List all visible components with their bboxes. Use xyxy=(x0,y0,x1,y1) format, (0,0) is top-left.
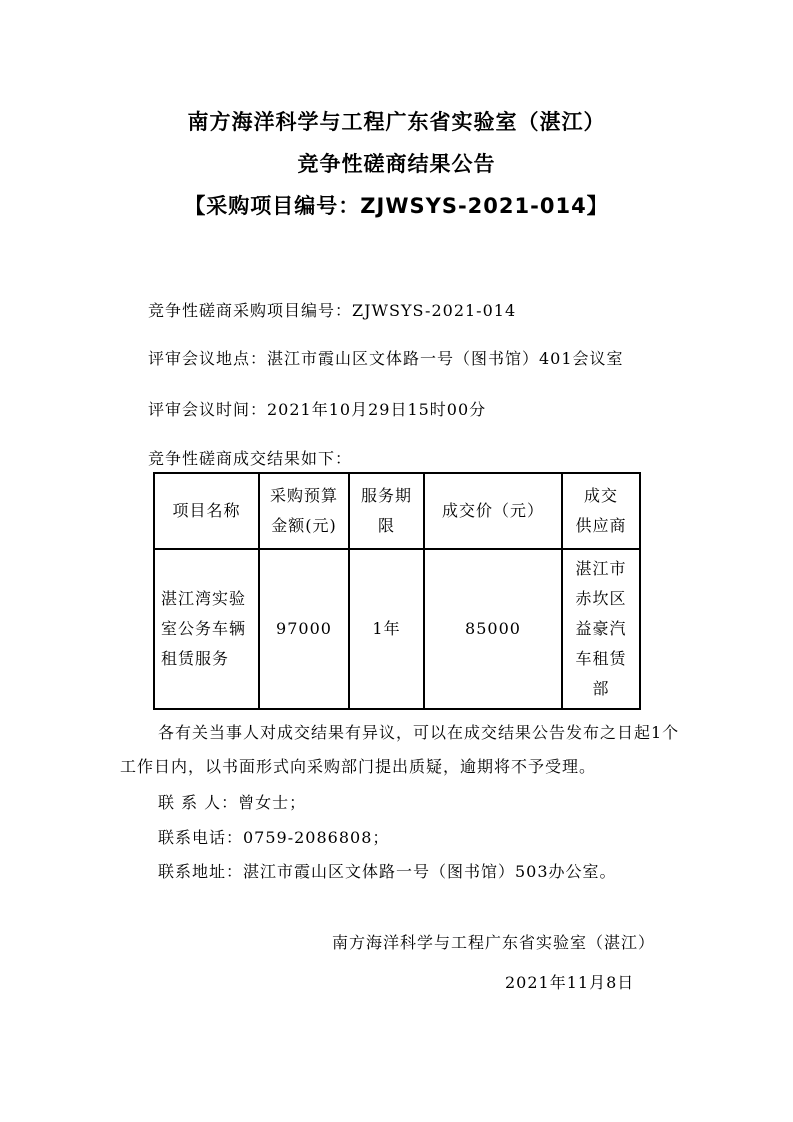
contact-phone: 联系电话：0759-2086808； xyxy=(158,828,390,847)
cell-budget: 97000 xyxy=(259,549,349,709)
result-intro: 竞争性磋商成交结果如下： xyxy=(148,449,353,468)
footer-org: 南方海洋科学与工程广东省实验室（湛江） xyxy=(332,933,656,952)
contact-person: 联 系 人：曾女士； xyxy=(158,793,307,812)
table-row xyxy=(154,549,640,709)
footer-date: 2021年11月8日 xyxy=(505,973,635,992)
header-deal-price: 成交价（元） xyxy=(424,473,562,549)
result-table xyxy=(153,472,641,710)
cell-supplier: 湛江市 赤坎区 益豪汽 车租赁 部 xyxy=(562,549,640,709)
header-service-period: 服务期 限 xyxy=(349,473,424,549)
title-line-1: 南方海洋科学与工程广东省实验室（湛江） xyxy=(187,110,606,134)
header-supplier: 成交 供应商 xyxy=(562,473,640,549)
title-line-3: 【采购项目编号：ZJWSYS-2021-014】 xyxy=(184,194,609,218)
contact-address: 联系地址：湛江市霞山区文体路一号（图书馆）503办公室。 xyxy=(158,862,617,881)
project-number: 竞争性磋商采购项目编号：ZJWSYS-2021-014 xyxy=(148,301,517,320)
table-header-row xyxy=(154,473,640,549)
header-project-name: 项目名称 xyxy=(154,473,259,549)
cell-service-period: 1年 xyxy=(349,549,424,709)
header-budget: 采购预算 金额(元) xyxy=(259,473,349,549)
meeting-place: 评审会议地点：湛江市霞山区文体路一号（图书馆）401会议室 xyxy=(148,349,624,368)
title-line-2: 竞争性磋商结果公告 xyxy=(297,152,496,176)
cell-project-name: 湛江湾实验 室公务车辆 租赁服务 xyxy=(154,549,259,709)
meeting-time: 评审会议时间：2021年10月29日15时00分 xyxy=(148,400,487,419)
objection-notice: 各有关当事人对成交结果有异议，可以在成交结果公告发布之日起1个工作日内，以书面形式向采购部门提出质疑，逾期将不予受理。 xyxy=(120,723,680,776)
cell-deal-price: 85000 xyxy=(424,549,562,709)
